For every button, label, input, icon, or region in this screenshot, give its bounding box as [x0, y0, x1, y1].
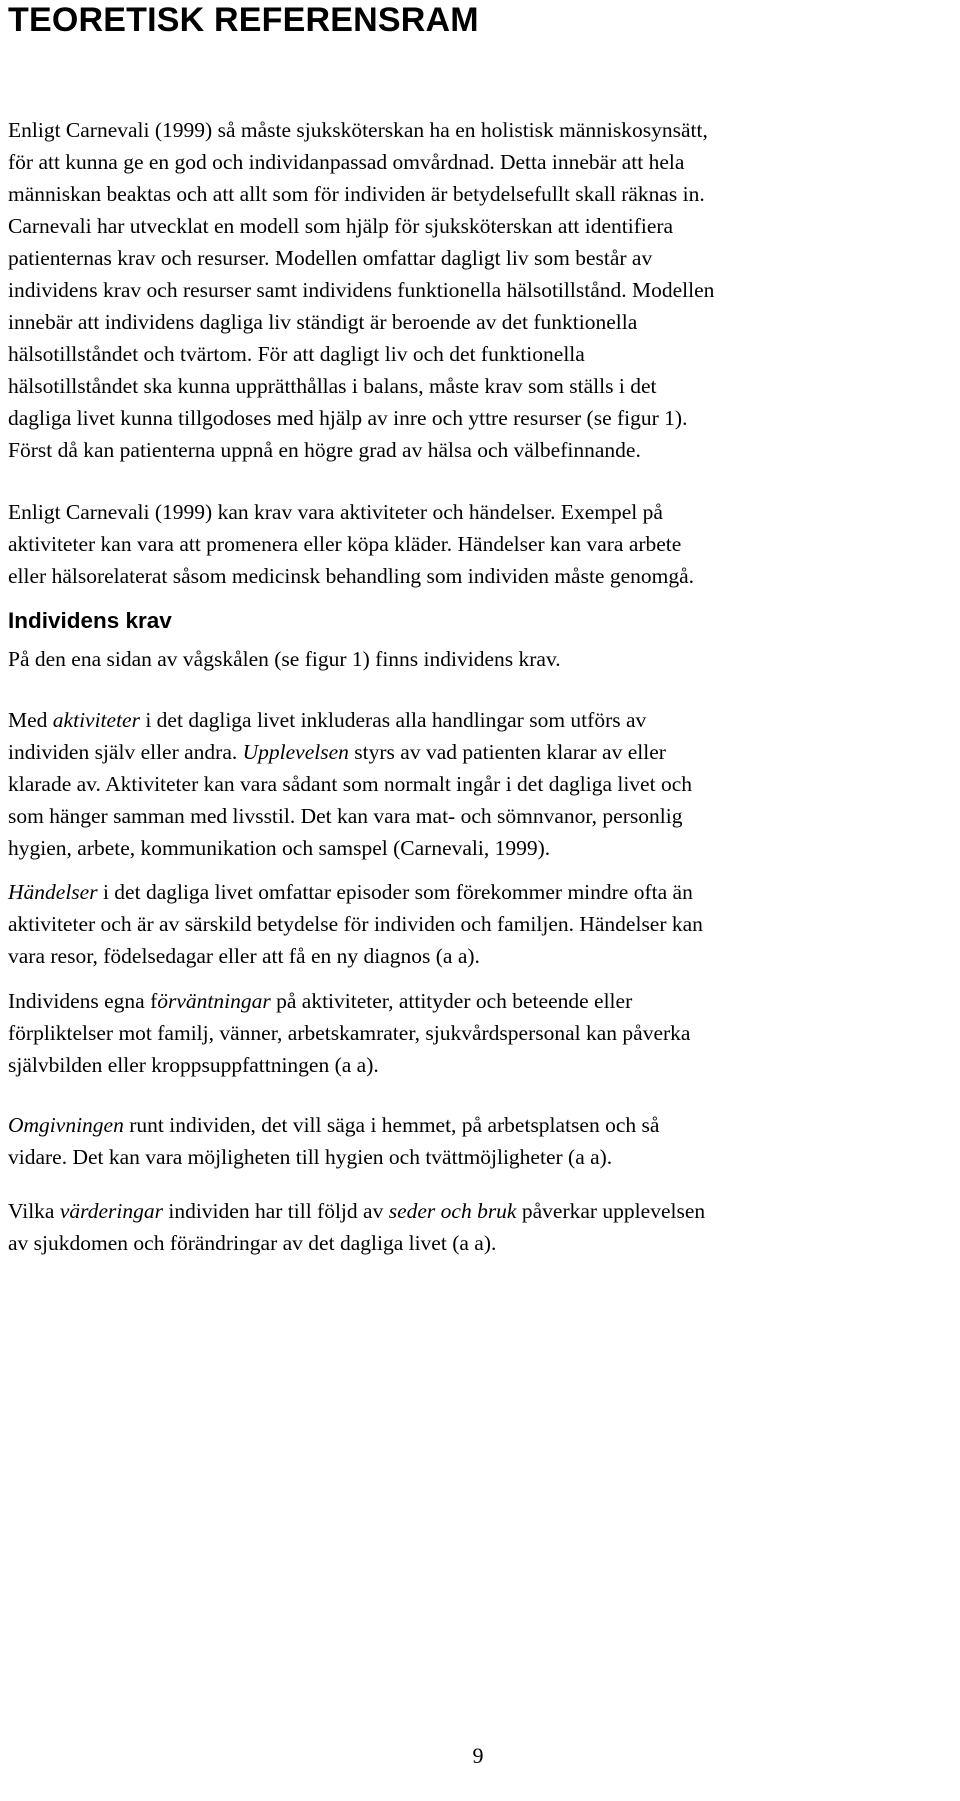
document-page — [8, 0, 948, 1801]
text-line: hälsotillståndet ska kunna upprätthållas i balans, måste krav som ställs i det — [8, 374, 657, 398]
text-line: aktiviteter kan vara att promenera eller köpa kläder. Händelser kan vara arbete — [8, 532, 682, 556]
paragraph-omgivningen — [8, 1109, 659, 1173]
text-line: vidare. Det kan vara möjligheten till hygien och tvättmöjligheter (a a). — [8, 1145, 613, 1169]
text-line: Händelser i det dagliga livet omfattar episoder som förekommer mindre ofta än — [8, 880, 693, 904]
text-line: av sjukdomen och förändringar av det dagliga livet (a a). — [8, 1231, 497, 1255]
paragraph-handelser — [8, 876, 703, 972]
text-line: patienternas krav och resurser. Modellen omfattar dagligt liv som består av — [8, 246, 653, 270]
page-title: TEORETISK REFERENSRAM — [8, 1, 479, 39]
text-line: Omgivningen runt individen, det vill säga i hemmet, på arbetsplatsen och så — [8, 1113, 660, 1137]
paragraph-varderingar — [8, 1195, 705, 1259]
text-line: dagliga livet kunna tillgodoses med hjälp av inre och yttre resurser (se figur 1). — [8, 406, 688, 430]
text-line: klarade av. Aktiviteter kan vara sådant som normalt ingår i det dagliga livet och — [8, 772, 692, 796]
text-line: människan beaktas och att allt som för individen är betydelsefullt skall räknas in. — [8, 182, 705, 206]
section-heading: Individens krav — [8, 608, 172, 633]
paragraph-krav-examples — [8, 496, 694, 592]
text-line: individen själv eller andra. Upplevelsen styrs av vad patienten klarar av eller — [8, 740, 666, 764]
text-line: förpliktelser mot familj, vänner, arbetskamrater, sjukvårdspersonal kan påverka — [8, 1021, 691, 1045]
text-line: Individens egna förväntningar på aktiviteter, attityder och beteende eller — [8, 989, 633, 1013]
text-line: aktiviteter och är av särskild betydelse för individen och familjen. Händelser kan — [8, 912, 703, 936]
text-line: Vilka värderingar individen har till följd av seder och bruk påverkar upplevelsen — [8, 1199, 706, 1223]
text-line: hygien, arbete, kommunikation och samspel (Carnevali, 1999). — [8, 836, 551, 860]
text-line: för att kunna ge en god och individanpassad omvårdnad. Detta innebär att hela — [8, 150, 685, 174]
paragraph-forvantningar — [8, 985, 690, 1081]
page-number: 9 — [472, 1743, 484, 1768]
paragraph-individens-krav: På den ena sidan av vågskålen (se figur 1) finns individens krav. — [8, 647, 561, 671]
text-line: Enligt Carnevali (1999) kan krav vara aktiviteter och händelser. Exempel på — [8, 500, 663, 524]
text-line: eller hälsorelaterat såsom medicinsk behandling som individen måste genomgå. — [8, 564, 695, 588]
text-line: Enligt Carnevali (1999) så måste sjuksköterskan ha en holistisk människosynsätt, — [8, 118, 708, 142]
paragraph-carnevali-model — [8, 114, 714, 466]
text-line: Med aktiviteter i det dagliga livet inkluderas alla handlingar som utförs av — [8, 708, 647, 732]
text-line: hälsotillståndet och tvärtom. För att dagligt liv och det funktionella — [8, 342, 585, 366]
text-line: individens krav och resurser samt individens funktionella hälsotillstånd. Modellen — [8, 278, 715, 302]
text-line: som hänger samman med livsstil. Det kan vara mat- och sömnvanor, personlig — [8, 804, 683, 828]
text-line: Carnevali har utvecklat en modell som hjälp för sjuksköterskan att identifiera — [8, 214, 674, 238]
paragraph-aktiviteter — [8, 704, 692, 864]
text-line: Först då kan patienterna uppnå en högre grad av hälsa och välbefinnande. — [8, 438, 641, 462]
text-line: självbilden eller kroppsuppfattningen (a a). — [8, 1053, 379, 1077]
text-line: innebär att individens dagliga liv ständigt är beroende av det funktionella — [8, 310, 638, 334]
text-line: vara resor, födelsedagar eller att få en ny diagnos (a a). — [8, 944, 480, 968]
